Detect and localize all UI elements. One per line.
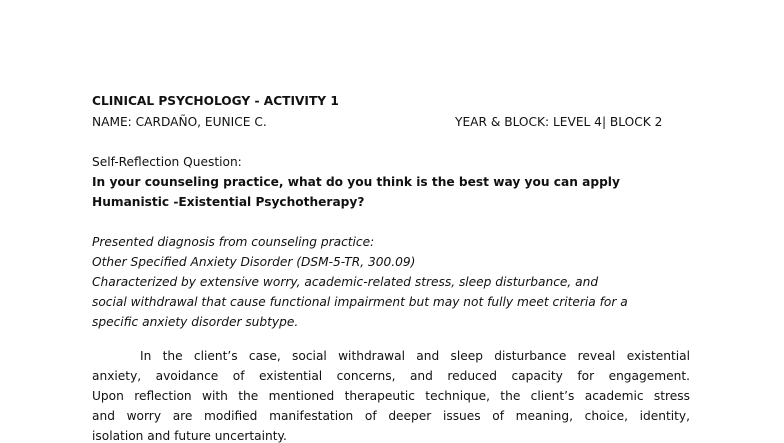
question-line-1: In your counseling practice, what do you think is the best way you can apply: [92, 175, 620, 189]
student-name: NAME: CARDAÑO, EUNICE C.: [92, 115, 267, 129]
document-title: CLINICAL PSYCHOLOGY - ACTIVITY 1: [92, 94, 339, 108]
body-line-3: Upon reflection with the mentioned therapeutic technique, the client’s academic stress: [92, 389, 690, 403]
body-line-1: In the client’s case, social withdrawal and sleep disturbance reveal existential: [140, 349, 690, 363]
diagnosis-line-3: specific anxiety disorder subtype.: [92, 315, 299, 329]
diagnosis-line-2: social withdrawal that cause functional impairment but may not fully meet criteria for a: [92, 295, 628, 309]
body-line-4: and worry are modified manifestation of deeper issues of meaning, choice, identity,: [92, 409, 690, 423]
diagnosis-label: Presented diagnosis from counseling practice:: [92, 235, 375, 249]
body-line-2: anxiety, avoidance of existential concerns, and reduced capacity for engagement.: [92, 369, 690, 383]
body-line-5: isolation and future uncertainty.: [92, 429, 287, 443]
diagnosis-line-1: Characterized by extensive worry, academic-related stress, sleep disturbance, and: [92, 275, 599, 289]
year-block: YEAR & BLOCK: LEVEL 4| BLOCK 2: [455, 115, 663, 129]
question-label: Self-Reflection Question:: [92, 155, 242, 169]
diagnosis-name: Other Specified Anxiety Disorder (DSM-5-TR, 300.09): [92, 255, 416, 269]
question-line-2: Humanistic -Existential Psychotherapy?: [92, 195, 365, 209]
